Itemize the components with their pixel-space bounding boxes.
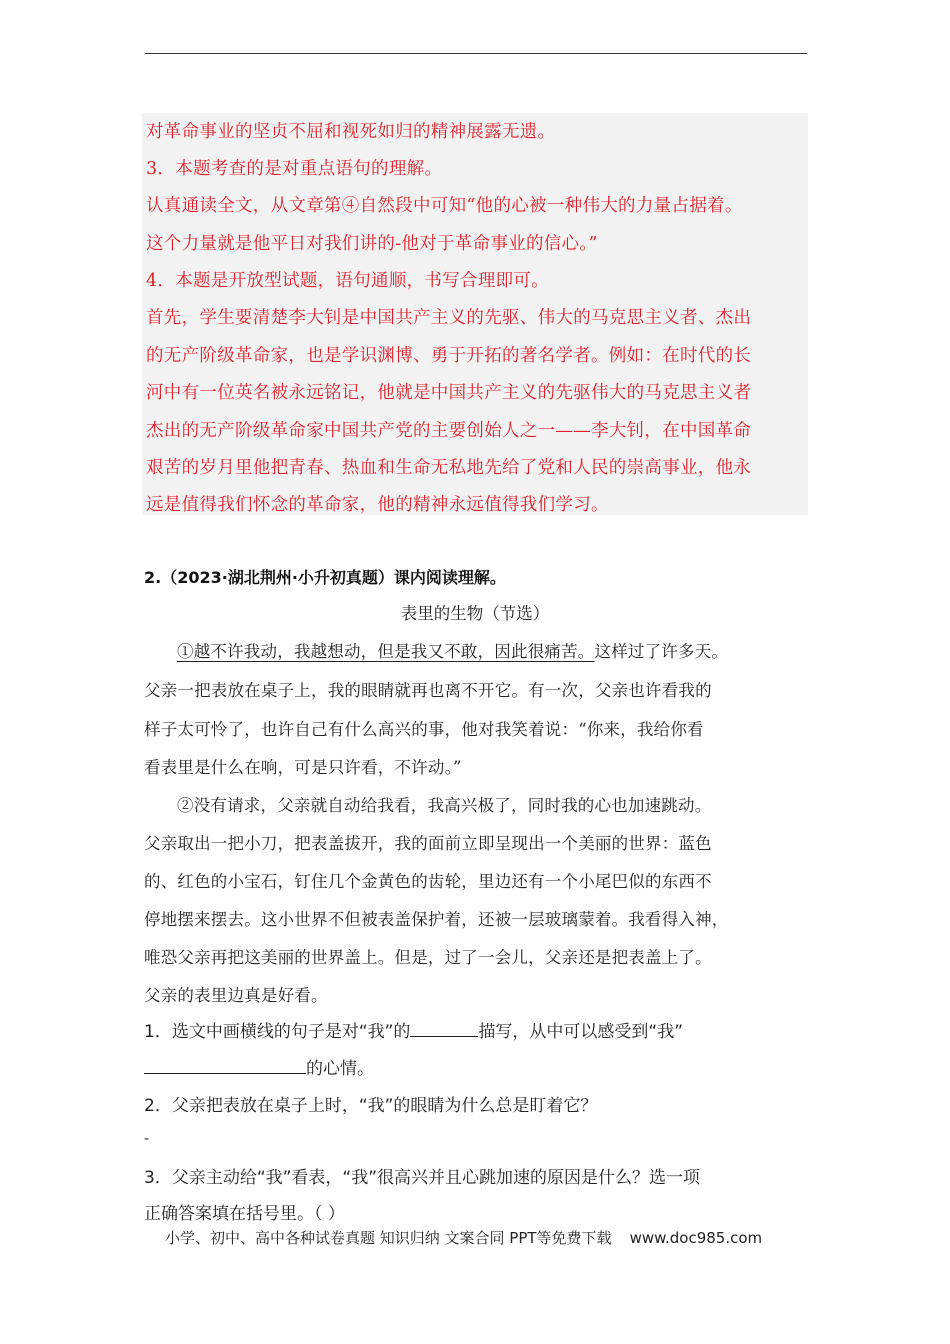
answer-blank[interactable] <box>410 1018 478 1037</box>
sub-question-1 <box>144 1017 683 1042</box>
answer-mark: - <box>144 1131 150 1147</box>
question-text: 描写，从中可以感受到“我” <box>478 1022 684 1042</box>
footer <box>165 1227 762 1248</box>
sub-question-3-cont: 正确答案填在括号里。（ ） <box>144 1204 345 1224</box>
footer-url[interactable]: www.doc985.com <box>629 1229 763 1247</box>
passage-line: 唯恐父亲再把这美丽的世界盖上。但是，过了一会儿，父亲还是把表盖上了。 <box>144 948 712 967</box>
answer-line: 这个力量就是他平日对我们讲的-他对于革命事业的信心。” <box>146 234 598 254</box>
passage-paragraph-1-first-line <box>177 638 728 662</box>
passage-line: 样子太可怜了，也许自己有什么高兴的事，他对我笑着说：“你来，我给你看 <box>144 720 704 739</box>
sub-question-1-cont <box>144 1054 374 1079</box>
answer-line: 4．本题是开放型试题，语句通顺，书写合理即可。 <box>146 271 550 291</box>
passage-line: 父亲取出一把小刀，把表盖拔开，我的面前立即呈现出一个美丽的世界：蓝色 <box>144 834 712 853</box>
passage-line: 父亲的表里边真是好看。 <box>144 986 328 1005</box>
passage-text: 这样过了许多天。 <box>594 642 729 661</box>
answer-line: 远是值得我们怀念的革命家，他的精神永远值得我们学习。 <box>146 495 609 515</box>
answer-line: 对革命事业的坚贞不屈和视死如归的精神展露无遗。 <box>146 122 556 142</box>
header-rule <box>145 53 807 54</box>
answer-line: 3．本题考查的是对重点语句的理解。 <box>146 159 443 179</box>
question-title: 2.（2023·湖北荆州·小升初真题）课内阅读理解。 <box>144 568 506 587</box>
question-text: 的心情。 <box>306 1059 374 1079</box>
question-text: 1．选文中画横线的句子是对“我”的 <box>144 1022 411 1042</box>
underlined-sentence: ①越不许我动，我越想动，但是我又不敢，因此很痛苦。 <box>177 642 595 661</box>
answer-line: 杰出的无产阶级革命家中国共产党的主要创始人之一——李大钊，在中国革命 <box>146 421 752 441</box>
answer-explanation-box <box>142 113 808 515</box>
passage-line: 父亲一把表放在桌子上，我的眼睛就再也离不开它。有一次，父亲也许看我的 <box>144 681 712 700</box>
sub-question-3: 3．父亲主动给“我”看表，“我”很高兴并且心跳加速的原因是什么？选一项 <box>144 1168 701 1188</box>
answer-line: 的无产阶级革命家，也是学识渊博、勇于开拓的著名学者。例如：在时代的长 <box>146 346 752 366</box>
footer-text: 小学、初中、高中各种试卷真题 知识归纳 文案合同 PPT等免费下载 <box>165 1229 612 1247</box>
passage-line: 停地摆来摆去。这小世界不但被表盖保护着，还被一层玻璃蒙着。我看得入神， <box>144 910 729 929</box>
answer-line: 认真通读全文，从文章第④自然段中可知“他的心被一种伟大的力量占据着。 <box>146 196 743 216</box>
sub-question-2: 2．父亲把表放在桌子上时，“我”的眼睛为什么总是盯着它？ <box>144 1096 598 1116</box>
passage-line: ②没有请求，父亲就自动给我看，我高兴极了，同时我的心也加速跳动。 <box>177 796 712 815</box>
passage-title: 表里的生物（节选） <box>400 604 550 623</box>
passage-line: 看表里是什么在响，可是只许看，不许动。” <box>144 758 462 777</box>
answer-blank[interactable] <box>144 1055 306 1074</box>
passage-line: 的、红色的小宝石，钉住几个金黄色的齿轮，里边还有一个小尾巴似的东西不 <box>144 872 712 891</box>
answer-line: 艰苦的岁月里他把青春、热血和生命无私地先给了党和人民的崇高事业，他永 <box>146 458 752 478</box>
answer-line: 首先，学生要清楚李大钊是中国共产主义的先驱、伟大的马克思主义者、杰出 <box>146 308 752 328</box>
answer-line: 河中有一位英名被永远铭记，他就是中国共产主义的先驱伟大的马克思主义者 <box>146 383 752 403</box>
